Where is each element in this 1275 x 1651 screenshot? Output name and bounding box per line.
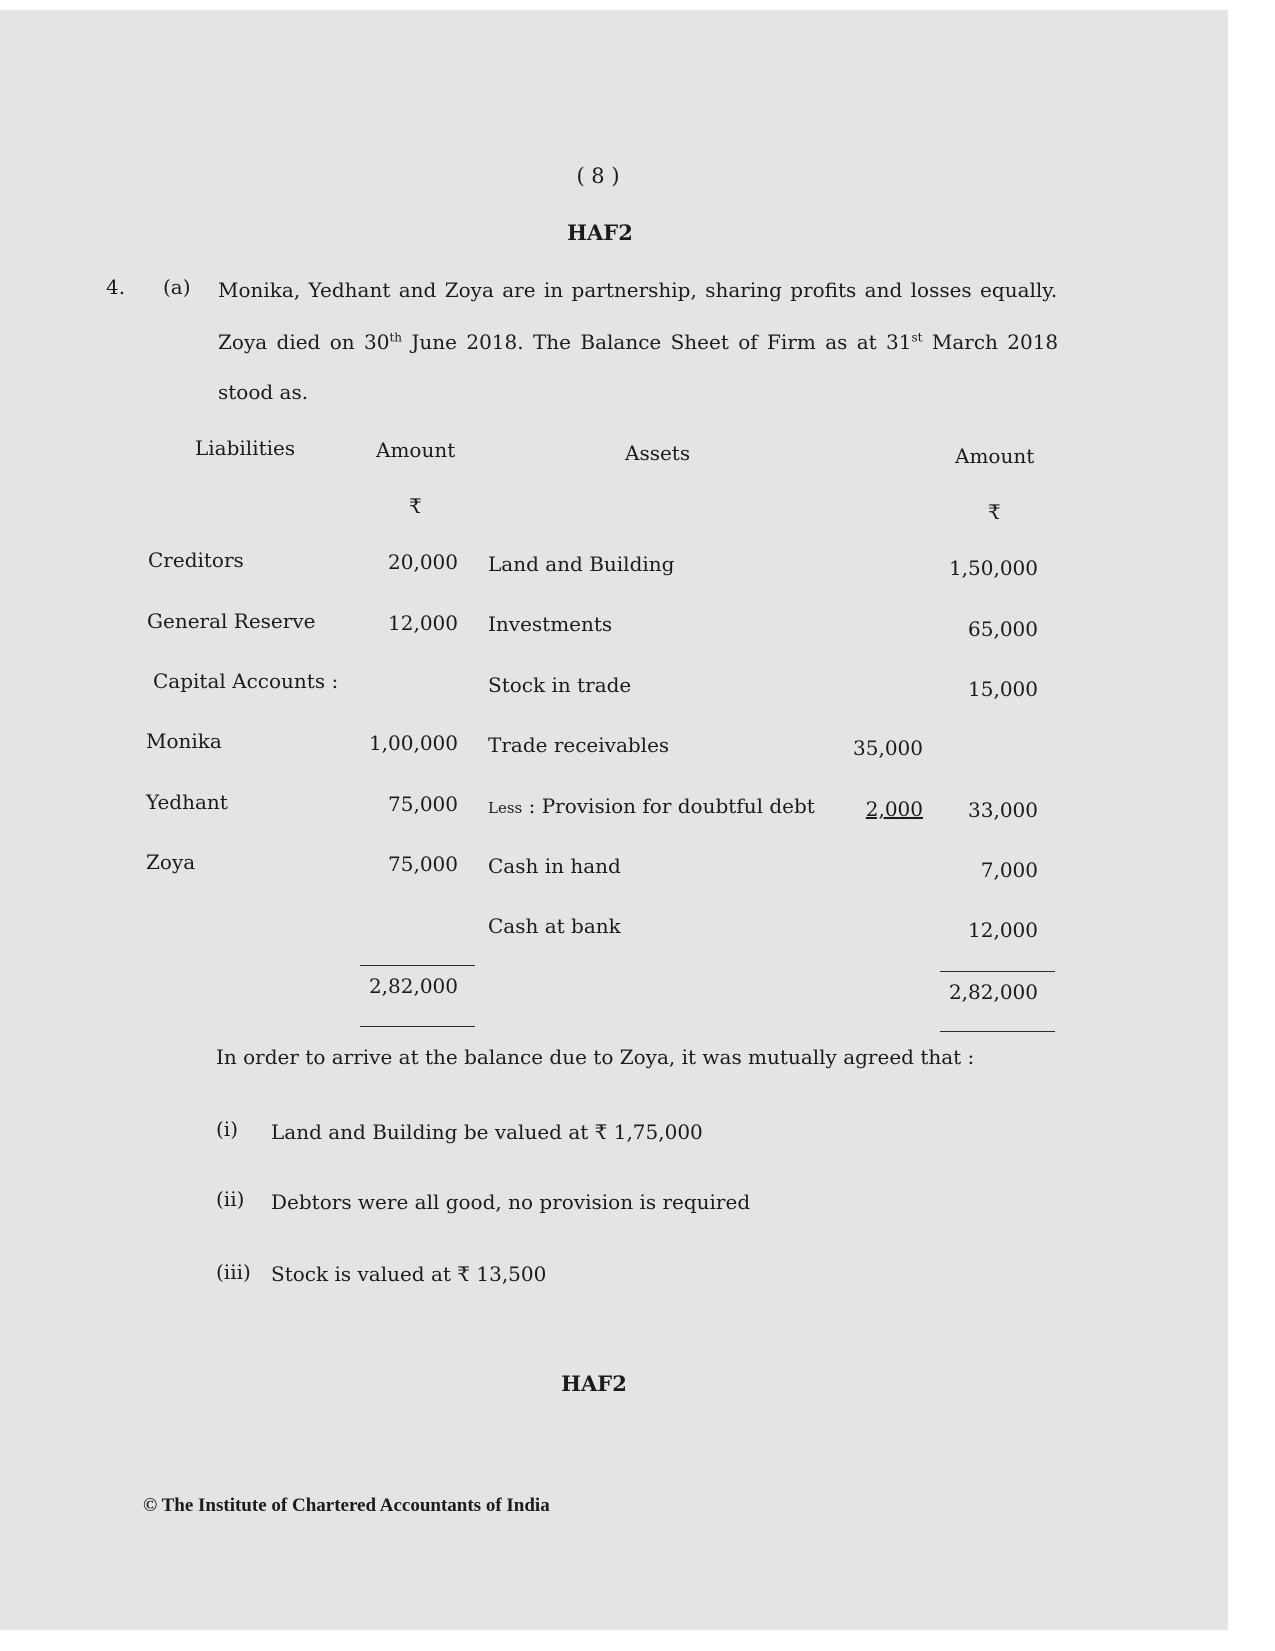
liability-label: Monika (146, 729, 222, 753)
asset-label: Cash at bank (488, 914, 621, 938)
question-part: (a) (163, 275, 191, 299)
total-right: 2,82,000 (948, 980, 1038, 1004)
agreement-intro: In order to arrive at the balance due to Zoya, it was mutually agreed that : (216, 1045, 975, 1069)
asset-amount: 1,50,000 (948, 556, 1038, 580)
paper-code-top: HAF2 (567, 220, 633, 245)
asset-sub-amount: 35,000 (853, 736, 923, 760)
header-amount-left: Amount (376, 438, 456, 462)
agreement-item-number: (i) (216, 1117, 239, 1141)
asset-label: Investments (488, 612, 613, 636)
page-number: ( 8 ) (576, 164, 620, 188)
asset-label: Trade receivables (488, 733, 670, 757)
liability-amount: 75,000 (388, 852, 458, 876)
question-line-3: stood as. (218, 380, 309, 404)
asset-label: Land and Building (488, 552, 675, 576)
total-rule-left-top (360, 965, 475, 966)
question-number: 4. (106, 275, 126, 299)
total-rule-left-bottom (360, 1026, 475, 1027)
total-rule-right-top (940, 971, 1055, 972)
question-line-2: Zoya died on 30th June 2018. The Balance Sheet of Firm as at 31st March 2018 (218, 330, 1059, 354)
agreement-item-text: Land and Building be valued at ₹ 1,75,000 (271, 1120, 703, 1144)
liability-amount: 75,000 (388, 792, 458, 816)
copyright-notice: © The Institute of Chartered Accountants of India (143, 1495, 550, 1516)
asset-amount: 33,000 (968, 798, 1038, 822)
currency-symbol-left: ₹ (409, 494, 422, 518)
question-line-1: Monika, Yedhant and Zoya are in partnership, sharing profits and losses equally. (218, 278, 1058, 302)
asset-amount: 65,000 (968, 617, 1038, 641)
total-left: 2,82,000 (368, 974, 458, 998)
header-amount-right: Amount (955, 444, 1035, 468)
liability-amount: 12,000 (388, 611, 458, 635)
agreement-item-number: (ii) (216, 1187, 245, 1211)
asset-label: Less : Provision for doubtful debt (488, 794, 815, 818)
asset-label: Stock in trade (488, 673, 632, 697)
exam-page (0, 10, 1228, 1630)
paper-code-bottom: HAF2 (561, 1371, 627, 1396)
agreement-item-number: (iii) (216, 1260, 251, 1284)
asset-amount: 12,000 (968, 918, 1038, 942)
asset-sub-amount: 2,000 (865, 797, 923, 821)
header-liabilities: Liabilities (195, 436, 296, 460)
liability-label: Yedhant (146, 790, 228, 814)
liability-label: Zoya (146, 850, 196, 874)
header-assets: Assets (625, 441, 691, 465)
liability-amount: 1,00,000 (368, 731, 458, 755)
liability-label: Creditors (148, 548, 244, 572)
liability-label: Capital Accounts : (153, 669, 339, 693)
agreement-item-text: Debtors were all good, no provision is required (271, 1190, 751, 1214)
total-rule-right-bottom (940, 1031, 1055, 1032)
asset-label: Cash in hand (488, 854, 621, 878)
currency-symbol-right: ₹ (988, 500, 1001, 524)
liability-label: General Reserve (147, 609, 316, 633)
asset-amount: 7,000 (980, 858, 1038, 882)
agreement-item-text: Stock is valued at ₹ 13,500 (271, 1262, 547, 1286)
liability-amount: 20,000 (388, 550, 458, 574)
asset-amount: 15,000 (968, 677, 1038, 701)
